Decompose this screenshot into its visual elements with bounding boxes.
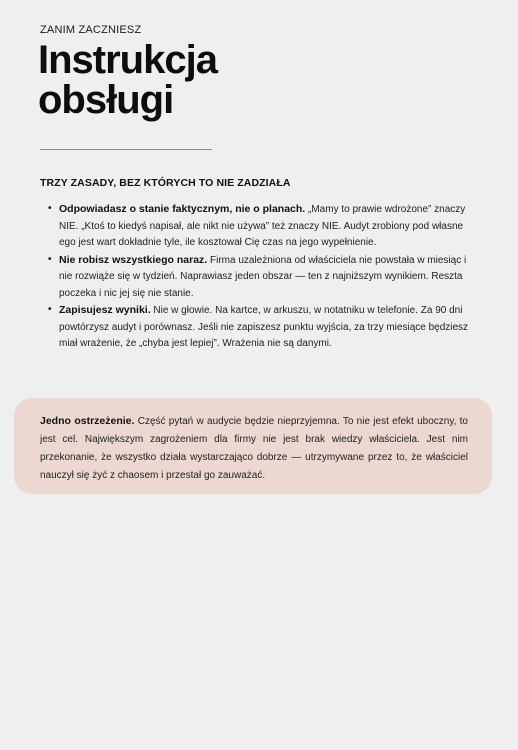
- page-title-line-2: obsługi: [38, 78, 174, 122]
- warning-callout: [14, 398, 492, 494]
- title-divider: [40, 149, 212, 150]
- eyebrow-label: ZANIM ZACZNIESZ: [40, 24, 142, 36]
- rule-text: Nie w głowie. Na kartce, w arkuszu, w notatniku w telefonie. Za 90 dni powtórzysz audyt i porównasz. Jeśli nie zapiszesz punktu wyjścia, za trzy miesiące będziesz miał wrażenie, że „chyba jest lepiej”. Wrażenia nie są danymi.: [59, 305, 469, 349]
- warning-lead: Jedno ostrzeżenie.: [40, 415, 135, 427]
- page-title: [38, 40, 217, 120]
- bullet-marker: •: [48, 203, 52, 214]
- bullet-marker: •: [48, 304, 52, 315]
- rule-lead: Odpowiadasz o stanie faktycznym, nie o planach.: [59, 203, 306, 215]
- warning-text: Część pytań w audycie będzie nieprzyjemna. To nie jest efekt uboczny, to jest cel. Największym zagrożeniem dla firmy nie jest brak wiedzy właściciela. Jest nim przekonanie, że wszystko działa wystarczająco dobrze — utrzymywane przez to, że właściciel nauczył się żyć z chaosem i przestał go zauważać.: [40, 416, 468, 481]
- rules-heading: TRZY ZASADY, BEZ KTÓRYCH TO NIE ZADZIAŁA: [40, 177, 291, 189]
- bullet-marker: •: [48, 253, 52, 265]
- rule-lead: Zapisujesz wyniki.: [59, 304, 151, 316]
- rule-item: [46, 252, 472, 303]
- rule-lead: Nie robisz wszystkiego naraz.: [59, 253, 208, 266]
- rule-text: „Mamy to prawie wdrożone” znaczy NIE. „Ktoś to kiedyś napisał, ale nikt nie używa” też znaczy NIE. Audyt zrobiony pod własne ego jest wart dokładnie tyle, ile kosztował Cię czas na jego wypełnienie.: [59, 204, 466, 248]
- rules-list: [46, 201, 472, 353]
- rule-item: [46, 201, 472, 252]
- rule-text: Firma uzależniona od właściciela nie powstała w miesiąc i nie rozwiąże się w tydzień. Naprawiasz jeden obszar — ten z najniższym wynikiem. Reszta poczeka i nic jej się nie stanie.: [59, 254, 467, 299]
- rule-item: [46, 302, 472, 353]
- page-title-line-1: Instrukcja: [38, 38, 217, 82]
